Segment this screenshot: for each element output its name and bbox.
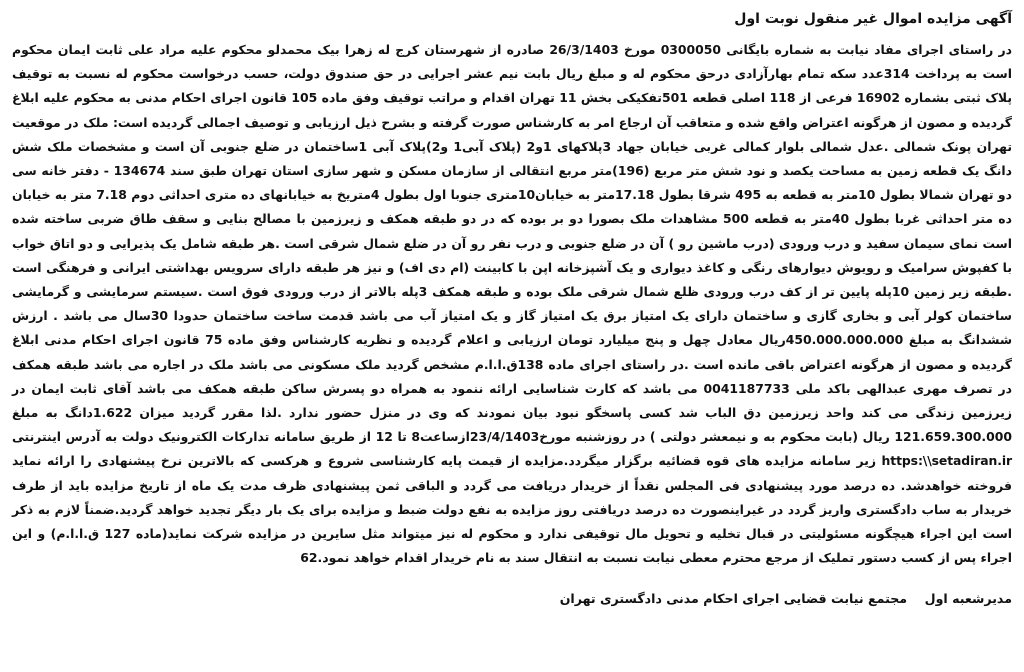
notice-signature: مدیرشعبه اول مجتمع نیابت قضایی اجرای احکام مدنی دادگستری تهران [559, 591, 1012, 607]
notice-body: در راستای اجرای مفاد نیابت به شماره بایگانی 0300050 مورخ 26/3/1403 صادره از شهرستان کرج له زهرا بیک محمدلو محکوم علیه مراد علی ثابت ایمان محکوم است به پرداخت 314عدد سکه تمام بهارآزادی درحق محکوم له و مبلغ ریال بابت نیم عشر اجرایی در حق صندوق دولت، حسب درخواست محکوم له نسبت به توقیف پلاک ثبتی بشماره 16902 فرعی از 118 اصلی قطعه 501تفکیکی بخش 11 تهران اقدام و مراتب توقیف وفق ماده 105 قانون اجرای احکام مدنی به محکوم علیه ابلاغ گردیده و مصون از هرگونه اعتراض واقع شده و متعاقب آن ارجاع امر به کارشناس صورت گرفته و بشرح ذیل ارزیابی و توصیف اجمالی گردیده است: ملک در موقعیت تهران پونک شمالی .عدل شمالی بلوار کمالی غربی خیابان جهاد 3پلاکهای 1و2 (پلاک آبی1 و2)پلاک آبی 1ساختمان در ضلع جنوبی آن است و مشخصات ملک شش دانگ یک قطعه زمین به مساحت یکصد و نود شش متر مربع (196)متر مربع انتقالی از سازمان مسکن و شهر سازی استان تهران طبق سند 134674 - دفتر خانه سی دو تهران شمالا بطول 10متر به قطعه به 495 شرقا بطول 17.18متر به خیابان10متری جنوبا اول بطول 4متریخ به خیابانهای ده متری احداثی دوم 7.18 متر به خیابان ده متر احداثی غربا بطول 40متر به قطعه 500 مشاهدات ملک بصورا دو بر بوده که در دو طبقه همکف و زیرزمین با مصالح بنایی و سقف طاق ضربی ساخته شده است نمای سیمان سفید و درب ورودی (درب ماشین رو ) آن در ضلع جنوبی و درب نفر رو آن در ضلع شمال شرقی است .هر طبقه شامل یک پذیرایی و دو اتاق خواب با کفپوش سرامیک و رویوش دیوارهای رنگی و کاغذ دیواری و یک آشپزخانه اپن با کابینت (ام دی اف) و نیز هر طبقه دارای سرویس بهداشتی ایرانی و فرهنگی است .طبقه زیر زمین 10پله پایین تر از کف درب ورودی ظلع شمال شرقی ملک بوده و طبقه همکف 3پله بالاتر از درب ورودی فوق است .سیستم سرمایشی و گرمایشی ساختمان کولر آبی و بخاری گازی و ساختمان دارای یک امتیاز برق یک امتیاز گاز و یک امتیاز آب می باشد قدمت ساخت ساختمان حدودا 30سال می باشد . ارزش ششدانگ به مبلغ 450.000.000.000ریال معادل چهل و پنج میلیارد تومان ارزیابی و اعلام گردیده و نظریه کارشناس وفق ماده 75 قانون اجرای احکام مدنی ابلاغ گردیده و مصون از هرگونه اعتراض باقی مانده است .در راستای اجرای ماده 138ق.ا.ا.م مشخص گردید ملک مسکونی می باشد ملک در اجاره می باشد طبقه همکف در تصرف مهری عبدالهی باکد ملی 0041187733 می باشد که کارت شناسایی ارائه ننمود به همراه دو پسرش ساکن طبقه همکف می باشد آقای ثابت ایمان در زیرزمین زندگی می کند واحد زیرزمین دق الباب شد کسی پاسخگو نبود بیان نمودند که وی در منزل حضور ندارد .لذا مقرر گردید میزان 1.622دانگ به مبلغ 121.659.300.000 ریال (بابت محکوم به و نیمعشر دولتی ) در روزشنبه مورخ23/4/1403ازساعت8 تا 12 از طریق سامانه تدارکات الکترونیک دولت به آدرس اینترنتی https:\\setadiran.ir زیر سامانه مزایده های قوه قضائیه برگزار میگردد.مزایده از قیمت پایه کارشناسی شروع و هرکسی که بالاترین نرخ پیشنهادی را ارائه نماید فروخته خواهدشد. ده درصد مورد پیشنهادی فی المجلس نقداً از خریدار دریافت می گردد و الباقی ثمن پیشنهادی ظرف مدت یک ماه از تاریخ مزایده باید از طرف خریدار به ساب دادگستری واریز گردد در غیراینصورت ده درصد دریافتی روز مزایده به نفع دولت ضبط و مزایده برای یک بار دیگر تجدید خواهد گردید.ضمناً لازم به ذکر است این اجراء هیچگونه مسئولیتی در قبال تخلیه و تحویل مال توقیفی ندارد و محکوم له نیز میتواند مثل سایرین در مزایده شرکت نماید(ماده 127 ق.ا.ا.م) و این اجراء پس از کسب دستور تملیک از مرجع محترم معطی نیابت نسبت به انتقال سند به نام خریدار اقدام خواهد نمود.62 [12, 42, 1013, 566]
notice-title: آگهی مزایده اموال غیر منقول نوبت اول [734, 11, 1012, 27]
